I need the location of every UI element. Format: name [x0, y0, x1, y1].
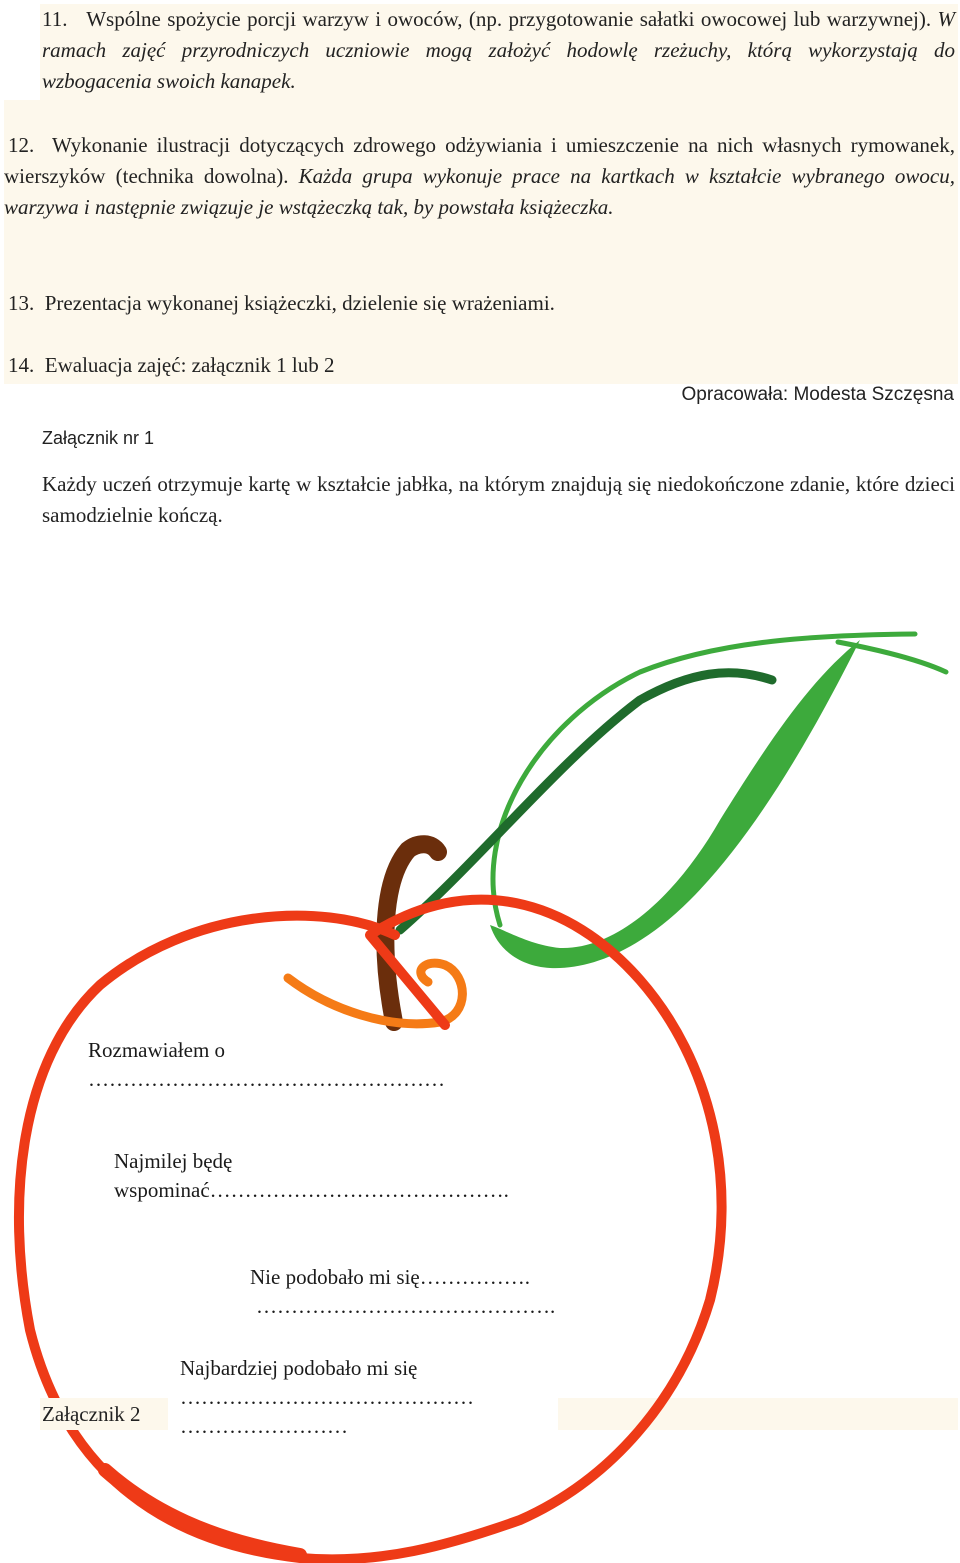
answer-line: …………………………………… — [180, 1385, 474, 1409]
step-text: Wykonanie ilustracji dotyczących zdrowego odżywiania i umieszczenie na nich własnych rymowanek, wierszyków (technika dowolna). — [4, 133, 955, 188]
step-number: 14. — [8, 353, 35, 377]
prompt-label: Rozmawiałem o — [88, 1038, 226, 1062]
prompt-fondest-memory — [114, 1147, 509, 1205]
answer-line: ……………………………………. — [256, 1294, 556, 1318]
attachment-2-title: Załącznik 2 — [40, 1398, 168, 1430]
prompt-label: Najmilej będę — [114, 1149, 233, 1173]
step-number: 13. — [8, 291, 35, 315]
prompt-label-answer: Nie podobało mi się……………. — [250, 1265, 530, 1289]
attachment-1-intro: Każdy uczeń otrzymuje kartę w kształcie jabłka, na którym znajdują się niedokończone zdanie, które dzieci samodzielnie kończą. — [42, 472, 955, 527]
step-note: Każda grupa wykonuje prace na kartkach w kształcie wybranego owocu, warzywa i następnie związuje je wstążeczką tak, by powstała książeczka. — [4, 164, 956, 219]
step-text: Prezentacja wykonanej książeczki, dzielenie się wrażeniami. — [44, 291, 555, 315]
step-text: Ewaluacja zajęć: załącznik 1 lub 2 — [44, 353, 335, 377]
step-text: Wspólne spożycie porcji warzyw i owoców, (np. przygotowanie sałatki owocowej lub warzywnej). — [86, 7, 932, 31]
leaf-body — [490, 640, 860, 968]
prompt-label: Najbardziej podobało mi się — [180, 1356, 418, 1380]
prompt-talked-about — [88, 1036, 445, 1094]
step-note: W ramach zajęć przyrodniczych uczniowie mogą założyć hodowlę rzeżuchy, którą wykorzystają do wzbogacenia swoich kanapek. — [42, 7, 956, 93]
apple-outline-inner — [105, 1470, 300, 1555]
author-credit: Opracowała: Modesta Szczęsna — [681, 384, 954, 405]
step-number: 12. — [8, 133, 35, 157]
prompt-liked-most — [180, 1354, 474, 1441]
prompt-disliked — [250, 1263, 555, 1321]
answer-line: …………………………………………… — [88, 1067, 445, 1091]
attachment-1-title: Załącznik nr 1 — [42, 428, 155, 448]
prompt-label-answer: wspominać……………………………………. — [114, 1178, 509, 1202]
leaf-midrib — [400, 673, 772, 930]
apple-outline — [19, 900, 722, 1560]
step-number: 11. — [42, 7, 68, 31]
answer-line: …………………… — [180, 1414, 348, 1438]
